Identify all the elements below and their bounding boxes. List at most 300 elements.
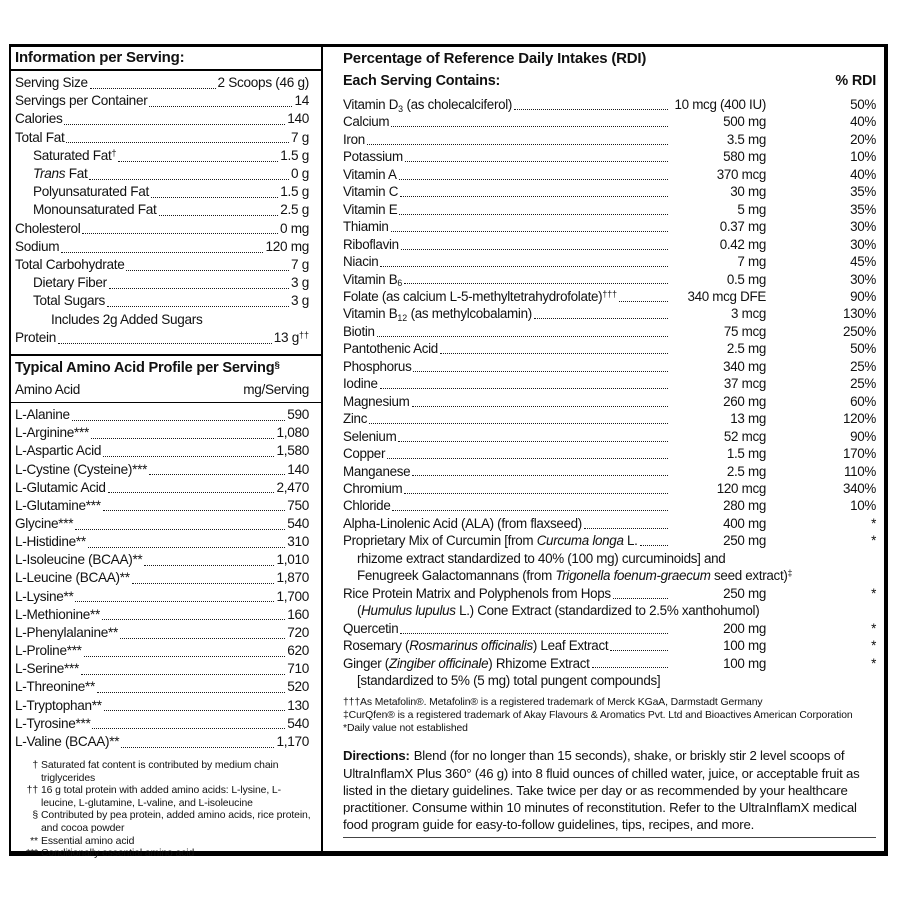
rdi-value: 20% [850, 131, 876, 147]
dot-leader [377, 336, 668, 337]
nutrient-continuation: Fenugreek Galactomannans (from Trigonella foenum-graecum seed extract)‡ [357, 568, 793, 584]
rdi-value: 340% [842, 480, 876, 496]
fact-value: 3 g [291, 293, 309, 309]
dot-leader [91, 438, 275, 439]
nutrient-amount: 5 mg [737, 201, 766, 217]
fact-label: Dietary Fiber [33, 275, 107, 291]
dot-leader [619, 301, 668, 302]
amino-name: L-Threonine** [15, 679, 95, 695]
amino-header: Typical Amino Acid Profile per Serving§ [15, 359, 280, 377]
dot-leader [399, 179, 668, 180]
dot-leader [369, 423, 668, 424]
dot-leader [81, 674, 285, 675]
amino-name: L-Leucine (BCAA)** [15, 570, 130, 586]
footnote-text: Contributed by pea protein, added amino acids, rice protein, and cocoa powder [41, 810, 311, 834]
amino-value: 1,580 [276, 443, 309, 459]
amino-name: L-Alanine [15, 407, 70, 423]
dot-leader [149, 474, 285, 475]
amino-value: 310 [287, 534, 309, 550]
amino-value: 750 [287, 497, 309, 513]
nutrient-name: Vitamin C [343, 184, 399, 200]
amino-row [15, 697, 309, 715]
amino-name: L-Valine (BCAA)** [15, 733, 120, 749]
dot-leader [132, 583, 275, 584]
amino-name: L-Arginine*** [15, 425, 89, 441]
amino-value: 1,700 [276, 588, 309, 604]
footnote [17, 848, 311, 861]
nutrient-row [343, 620, 876, 637]
dot-leader [107, 306, 289, 307]
dot-leader [584, 528, 668, 529]
dot-leader [399, 214, 668, 215]
rdi-value: 30% [850, 219, 876, 235]
nutrient-amount: 2.5 mg [726, 341, 766, 357]
dot-leader [89, 179, 289, 180]
nutrient-amount: 0.42 mg [719, 236, 766, 252]
nutrient-row [343, 288, 876, 305]
nutrient-row [343, 637, 876, 654]
nutrient-name: Rice Protein Matrix and Polyphenols from Hops [343, 585, 611, 601]
amino-value: 720 [287, 624, 309, 640]
amino-name: L-Proline*** [15, 643, 82, 659]
dot-leader [440, 353, 668, 354]
nutrient-amount: 100 mg [723, 655, 766, 671]
nutrient-name: Ginger (Zingiber officinale) Rhizome Extract [343, 655, 590, 671]
rdi-value: 170% [842, 446, 876, 462]
nutrient-amount: 52 mcg [723, 428, 766, 444]
amino-value: 140 [287, 461, 309, 477]
amino-value: 130 [287, 697, 309, 713]
amino-name: L-Tryptophan** [15, 697, 102, 713]
dot-leader [398, 441, 668, 442]
nutrient-continuation: (Humulus lupulus L.) Cone Extract (standardized to 2.5% xanthohumol) [357, 603, 760, 619]
info-per-serving-column [11, 47, 323, 860]
nutrient-amount: 3.5 mg [726, 131, 766, 147]
nutrient-amount: 1.5 mg [726, 446, 766, 462]
dot-leader [387, 458, 668, 459]
dot-leader [64, 124, 285, 125]
nutrient-amount: 280 mg [723, 498, 766, 514]
nutrient-amount: 260 mg [723, 393, 766, 409]
amino-name: L-Methionine** [15, 606, 100, 622]
dot-leader [75, 529, 285, 530]
nutrient-name: Riboflavin [343, 236, 399, 252]
nutrient-amount: 250 mg [723, 585, 766, 601]
rdi-value: * [871, 638, 876, 654]
nutrient-continuation: [standardized to 5% (5 mg) total pungent compounds] [357, 672, 661, 688]
rdi-value: * [871, 533, 876, 549]
footnote-text: Essential amino acid [41, 835, 135, 847]
rdi-value: * [871, 620, 876, 636]
nutrient-name: Folate (as calcium L-5-methyltetrahydrofolate)††† [343, 288, 618, 304]
amino-col-unit: mg/Serving [243, 382, 309, 398]
rdi-value: 30% [850, 236, 876, 252]
nutrient-name: Vitamin A [343, 166, 397, 182]
amino-value: 160 [287, 606, 309, 622]
fact-label: Trans Fat [33, 166, 88, 182]
dot-leader [151, 197, 278, 198]
fact-row [15, 329, 309, 347]
fact-row [15, 201, 309, 219]
amino-row [15, 406, 309, 424]
footnote [17, 810, 311, 835]
amino-row [15, 660, 309, 678]
dot-leader [400, 633, 668, 634]
dot-leader [144, 565, 274, 566]
rdi-value: 25% [850, 358, 876, 374]
fact-row [15, 292, 309, 310]
nutrient-row [343, 340, 876, 357]
nutrient-amount: 10 mcg (400 IU) [674, 97, 766, 112]
dot-leader [88, 547, 285, 548]
amino-name: L-Glutamine*** [15, 497, 101, 513]
amino-row [15, 588, 309, 606]
fact-row [15, 256, 309, 274]
amino-value: 1,170 [276, 733, 309, 749]
fact-value: 3 g [291, 275, 309, 291]
dot-leader [109, 288, 289, 289]
nutrient-name: Alpha-Linolenic Acid (ALA) (from flaxseed) [343, 515, 582, 531]
rdi-value: 50% [850, 97, 876, 112]
nutrient-name: Magnesium [343, 393, 410, 409]
nutrient-name: Biotin [343, 323, 375, 339]
dot-leader [97, 692, 285, 693]
rdi-value: 60% [850, 393, 876, 409]
dot-leader [610, 650, 668, 651]
nutrient-amount: 370 mcg [716, 166, 766, 182]
nutrient-name: Selenium [343, 428, 397, 444]
rdi-value: 30% [850, 271, 876, 287]
rdi-value: 90% [850, 428, 876, 444]
fact-label: Serving Size [15, 75, 88, 90]
nutrient-name: Proprietary Mix of Curcumin [from Curcuma longa L. [343, 533, 638, 549]
fact-value: 120 mg [265, 238, 309, 254]
amino-value: 1,870 [276, 570, 309, 586]
nutrient-name: Rosemary (Rosmarinus officinalis) Leaf Extract [343, 638, 609, 654]
nutrient-row [343, 358, 876, 375]
fact-row [15, 238, 309, 256]
dot-leader [84, 656, 286, 657]
nutrient-row [343, 96, 876, 113]
nutrient-name: Pantothenic Acid [343, 341, 438, 357]
nutrient-amount: 200 mg [723, 620, 766, 636]
fact-value: 13 g†† [273, 329, 309, 345]
nutrient-name: Quercetin [343, 620, 399, 636]
nutrient-row [343, 201, 876, 218]
dot-leader [412, 406, 668, 407]
nutrient-row [343, 183, 876, 200]
nutrient-row [343, 323, 876, 340]
dot-leader [66, 142, 289, 143]
serving-facts-list [11, 71, 321, 347]
dot-leader [102, 619, 285, 620]
fact-row [15, 311, 309, 329]
nutrient-row [343, 585, 876, 602]
nutrient-row [343, 655, 876, 672]
fact-label: Total Carbohydrate [15, 257, 125, 273]
fact-value: 7 g [291, 129, 309, 145]
amino-row [15, 424, 309, 442]
amino-row [15, 733, 309, 751]
rdi-value: * [871, 515, 876, 531]
nutrient-amount: 500 mg [723, 114, 766, 130]
footnote-marker: § [32, 810, 38, 822]
fact-label: Servings per Container [15, 93, 148, 109]
fact-label: Total Fat [15, 129, 65, 145]
rdi-value: * [871, 585, 876, 601]
nutrient-row [343, 271, 876, 288]
nutrient-row [343, 253, 876, 270]
amino-acid-section [11, 354, 321, 751]
amino-value: 1,080 [276, 425, 309, 441]
nutrient-name: Iron [343, 131, 365, 147]
dot-leader [75, 601, 274, 602]
nutrient-name: Vitamin E [343, 201, 398, 217]
amino-col-name: Amino Acid [15, 382, 81, 398]
nutrient-amount: 37 mcg [723, 376, 766, 392]
fact-label: Cholesterol [15, 220, 81, 236]
nutrient-amount: 250 mg [723, 533, 766, 549]
fact-label: Saturated Fat† [33, 147, 117, 163]
amino-row [15, 442, 309, 460]
nutrient-amount: 7 mg [737, 254, 766, 270]
nutrient-row [343, 148, 876, 165]
footnote-text: Saturated fat content is contributed by medium chain triglycerides [41, 760, 279, 784]
dot-leader [103, 456, 274, 457]
nutrient-name: Niacin [343, 254, 379, 270]
nutrient-name: Potassium [343, 149, 403, 165]
dot-leader [380, 266, 668, 267]
each-serving-row [323, 69, 884, 93]
nutrient-row [343, 497, 876, 514]
amino-row [15, 606, 309, 624]
amino-row [15, 715, 309, 733]
nutrient-row [343, 532, 876, 549]
footnote-text: Conditionally essential amino acid [41, 848, 195, 860]
nutrient-amount: 0.5 mg [726, 271, 766, 287]
amino-value: 710 [287, 661, 309, 677]
rdi-title: Percentage of Reference Daily Intakes (RDI) [343, 50, 647, 67]
footnote: *Daily value not established [343, 723, 468, 735]
dot-leader [118, 161, 278, 162]
nutrient-row [343, 236, 876, 253]
fact-value: 0 g [291, 166, 309, 182]
dot-leader [90, 88, 216, 89]
footnote-marker: †† [26, 785, 38, 797]
fact-row [15, 110, 309, 128]
nutrient-name: Chromium [343, 480, 403, 496]
directions-text: Blend (for no longer than 15 seconds), shake, or briskly stir 2 level scoops of UltraInflamX Plus 360° (46 g) into 8 fluid ounces of chilled water, juice, or acceptable fruit as listed in the dietary guidelines. Take twice per day or as recommended by your healthcare practitioner. Consume within 10 minutes of reconstitution. Refer to the UltraInflamX medical food program guide for easy-to-follow guidelines, tips, recipes, and more. [343, 748, 860, 833]
dot-leader [72, 420, 285, 421]
rdi-value: 35% [850, 201, 876, 217]
footnote [17, 785, 311, 810]
nutrient-name: Vitamin $B_6$ [343, 271, 403, 289]
amino-row [15, 678, 309, 696]
amino-value: 540 [287, 715, 309, 731]
footnote: ‡CurQfen® is a registered trademark of Akay Flavours & Aromatics Pvt. Ltd and Bioactives American Corporation [343, 710, 853, 722]
nutrient-name: Vitamin $D_3$ (as cholecalciferol) [343, 97, 513, 114]
fact-value: 1.5 g [280, 147, 309, 163]
fact-row [15, 183, 309, 201]
dot-leader [82, 233, 278, 234]
amino-row [15, 624, 309, 642]
rdi-value: 35% [850, 184, 876, 200]
amino-row [15, 497, 309, 515]
fact-row [15, 147, 309, 165]
amino-name: L-Cystine (Cysteine)*** [15, 461, 148, 477]
fact-row [15, 92, 309, 110]
rdi-value: 110% [843, 463, 876, 479]
rdi-column [323, 47, 884, 851]
nutrient-row [343, 463, 876, 480]
rdi-value: 40% [850, 166, 876, 182]
nutrient-row [343, 480, 876, 497]
nutrient-amount: 3 mcg [731, 306, 766, 322]
rdi-value: 50% [850, 341, 876, 357]
fact-label: Total Sugars [33, 293, 105, 309]
amino-name: L-Tyrosine*** [15, 715, 91, 731]
amino-value: 620 [287, 643, 309, 659]
nutrient-name: Zinc [343, 411, 368, 427]
amino-row [15, 461, 309, 479]
rdi-value: 120% [842, 411, 876, 427]
rdi-value: * [871, 655, 876, 671]
nutrient-name: Calcium [343, 114, 390, 130]
each-serving-label: Each Serving Contains: [343, 73, 501, 89]
dot-leader [58, 343, 272, 344]
nutrient-amount: 13 mg [730, 411, 766, 427]
fact-value: 2 Scoops (46 g) [217, 75, 309, 90]
nutrient-row [343, 218, 876, 235]
rdi-value: 45% [850, 254, 876, 270]
fact-row [15, 220, 309, 238]
amino-value: 520 [287, 679, 309, 695]
nutrient-row [343, 305, 876, 322]
rdi-value: 10% [850, 498, 876, 514]
dot-leader [380, 388, 668, 389]
directions-underline [343, 837, 876, 838]
dot-leader [514, 109, 668, 110]
footnote [17, 836, 311, 849]
dot-leader [413, 371, 668, 372]
dot-leader [367, 144, 668, 145]
amino-name: L-Serine*** [15, 661, 79, 677]
dot-leader [405, 161, 668, 162]
nutrient-amount: 0.37 mg [719, 219, 766, 235]
fact-label: Sodium [15, 238, 60, 254]
directions-paragraph [323, 735, 884, 833]
dot-leader [412, 475, 668, 476]
amino-name: L-Glutamic Acid [15, 479, 106, 495]
fact-value: 7 g [291, 257, 309, 273]
nutrient-row [343, 428, 876, 445]
nutrient-amount: 100 mg [723, 638, 766, 654]
amino-row [15, 515, 309, 533]
dot-leader [159, 215, 279, 216]
footnote [17, 760, 311, 785]
amino-row [15, 569, 309, 587]
dot-leader [104, 710, 285, 711]
nutrient-name: Chloride [343, 498, 391, 514]
dot-leader [404, 283, 668, 284]
footnote-text: 16 g total protein with added amino acids: L-lysine, L-leucine, L-glutamine, L-valine, and L-isoleucine [41, 785, 281, 809]
amino-value: 590 [287, 407, 309, 423]
label-panel [9, 44, 888, 860]
fact-row [15, 74, 309, 92]
directions-label: Directions: [343, 748, 410, 764]
dot-leader [61, 252, 263, 253]
dot-leader [391, 126, 668, 127]
nutrient-amount: 580 mg [723, 149, 766, 165]
dot-leader [103, 510, 286, 511]
footnote-marker: *** [26, 848, 38, 860]
nutrient-continuation: rhizome extract standardized to 40% (100 mg) curcuminoids] and [357, 550, 726, 566]
fact-row [15, 274, 309, 292]
nutrient-row [343, 113, 876, 130]
amino-name: L-Histidine** [15, 534, 86, 550]
nutrient-row [343, 166, 876, 183]
nutrient-amount: 75 mcg [723, 323, 766, 339]
nutrient-name: Iodine [343, 376, 378, 392]
amino-name: L-Phenylalanine** [15, 624, 118, 640]
nutrient-row [343, 375, 876, 392]
dot-leader [392, 510, 668, 511]
fact-value: 0 mg [279, 220, 309, 236]
fact-label: Includes 2g Added Sugars [51, 311, 203, 327]
dot-leader [121, 747, 274, 748]
amino-row [15, 533, 309, 551]
right-footnotes [323, 689, 884, 735]
dot-leader [404, 493, 668, 494]
footnote-marker: † [32, 760, 38, 772]
dot-leader [613, 598, 668, 599]
dot-leader [126, 270, 289, 271]
fact-label: Calories [15, 111, 63, 127]
dot-leader [108, 492, 275, 493]
left-footnotes [11, 751, 321, 861]
nutrient-name: Manganese [343, 463, 411, 479]
fact-value: 14 [294, 93, 309, 109]
fact-label: Protein [15, 329, 56, 345]
dot-leader [120, 638, 285, 639]
fact-label: Polyunsaturated Fat [33, 184, 149, 200]
fact-value: 1.5 g [280, 184, 309, 200]
nutrient-amount: 400 mg [723, 515, 766, 531]
amino-acid-list [11, 403, 321, 751]
nutrient-amount: 340 mg [723, 358, 766, 374]
nutrient-name: Phosphorus [343, 358, 412, 374]
info-per-serving-header: Information per Serving: [11, 47, 321, 71]
amino-value: 2,470 [276, 479, 309, 495]
dot-leader [401, 249, 668, 250]
nutrient-name: Copper [343, 446, 386, 462]
dot-leader [592, 667, 668, 668]
dot-leader [92, 728, 285, 729]
nutrient-amount: 2.5 mg [726, 463, 766, 479]
rdi-value: 10% [850, 149, 876, 165]
footnote-marker: ** [30, 835, 38, 847]
footnote: †††As Metafolin®. Metafolin® is a registered trademark of Merck KGaA, Darmstadt Germany [343, 697, 763, 709]
amino-row [15, 551, 309, 569]
nutrient-row [343, 393, 876, 410]
nutrient-list [323, 93, 884, 689]
amino-subheader [11, 379, 321, 403]
amino-row [15, 642, 309, 660]
amino-name: Glycine*** [15, 515, 74, 531]
amino-value: 1,010 [276, 552, 309, 568]
fact-row [15, 165, 309, 183]
dot-leader [534, 318, 668, 319]
